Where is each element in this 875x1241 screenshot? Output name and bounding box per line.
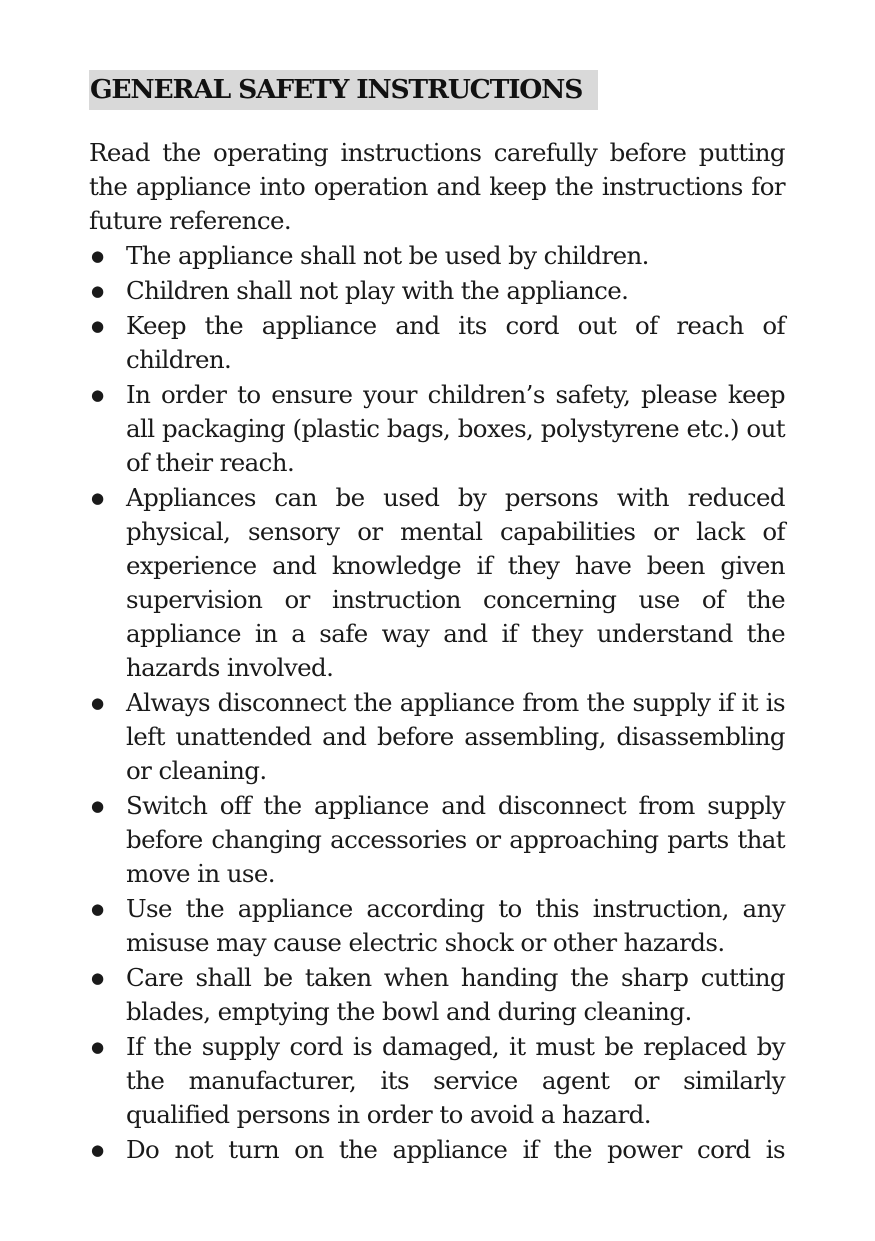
- bullet-icon: ●: [91, 386, 104, 404]
- bullet-icon: ●: [91, 1141, 104, 1159]
- list-item-text: If the supply cord is damaged, it must be replaced by the manufacturer, its service agent or similarly qualified persons in order to avoid a hazard.: [126, 1032, 785, 1129]
- list-item: [89, 309, 785, 377]
- list-item-text: Care shall be taken when handing the sharp cutting blades, emptying the bowl and during cleaning.: [126, 963, 785, 1026]
- list-item-text: Use the appliance according to this instruction, any misuse may cause electric shock or other hazards.: [126, 894, 785, 957]
- bullet-icon: ●: [91, 282, 104, 300]
- list-item-text: Appliances can be used by persons with reduced physical, sensory or mental capabilities or lack of experience and knowledge if they have been given supervision or instruction concerning use of the appliance in a safe way and if they understand the hazards involved.: [126, 483, 785, 682]
- bullet-icon: ●: [91, 694, 104, 712]
- list-item: [89, 892, 785, 960]
- list-item-text: In order to ensure your children’s safety, please keep all packaging (plastic bags, boxes, polystyrene etc.) out of their reach.: [126, 380, 785, 477]
- list-item: [89, 1133, 785, 1167]
- list-item-text: Do not turn on the appliance if the power cord is: [126, 1135, 785, 1164]
- list-item: [89, 378, 785, 480]
- list-item-text: The appliance shall not be used by children.: [126, 241, 649, 270]
- bullet-icon: ●: [91, 797, 104, 815]
- list-item-text: Switch off the appliance and disconnect from supply before changing accessories or approaching parts that move in use.: [126, 791, 785, 888]
- list-item-text: Keep the appliance and its cord out of reach of children.: [126, 311, 785, 374]
- bullet-icon: ●: [91, 489, 104, 507]
- document-page: [89, 70, 785, 1167]
- safety-instructions-list: [89, 239, 785, 1167]
- list-item: [89, 274, 785, 308]
- bullet-icon: ●: [91, 317, 104, 335]
- bullet-icon: ●: [91, 247, 104, 265]
- section-heading: GENERAL SAFETY INSTRUCTIONS: [89, 70, 598, 110]
- bullet-icon: ●: [91, 969, 104, 987]
- list-item: [89, 239, 785, 273]
- bullet-icon: ●: [91, 1038, 104, 1056]
- list-item-text: Always disconnect the appliance from the supply if it is left unattended and before assembling, disassembling or cleaning.: [126, 688, 785, 785]
- list-item: [89, 686, 785, 788]
- bullet-icon: ●: [91, 900, 104, 918]
- list-item: [89, 961, 785, 1029]
- list-item: [89, 481, 785, 685]
- list-item: [89, 789, 785, 891]
- intro-paragraph: Read the operating instructions carefully before putting the appliance into operation and keep the instructions for future reference.: [89, 138, 785, 235]
- list-item: [89, 1030, 785, 1132]
- list-item-text: Children shall not play with the appliance.: [126, 276, 629, 305]
